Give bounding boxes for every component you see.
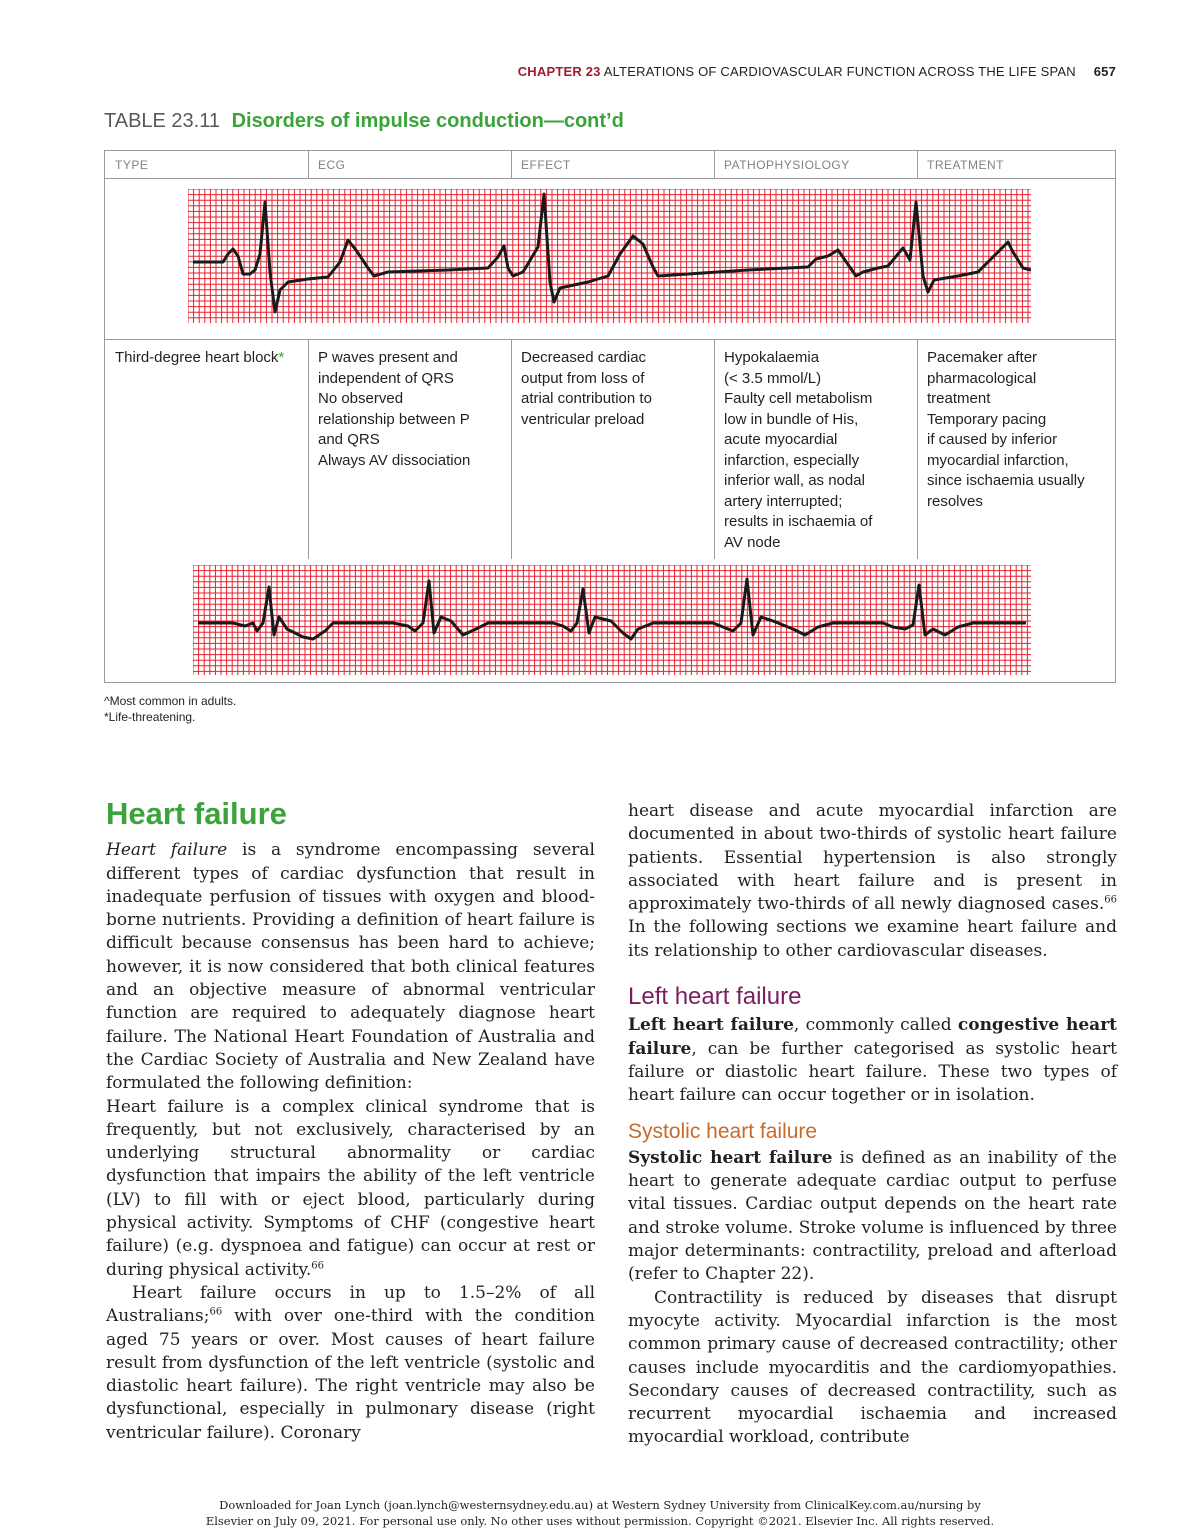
ecg-line: No observed [318,390,404,407]
contractility-paragraph: Contractility is reduced by diseases that disrupt myocyte activity. Myocardial infarction is the most common primary cause of decreased contractility; other causes include myocarditis and the cardiomyopathies. Secondary causes of decreased contractility, such as recurrent myocardial ischaemia and increased myocardial workload, contribute [628,1287,1117,1448]
ecg-strip-top [188,189,1031,323]
header-effect: EFFECT [521,158,571,172]
table-name: Disorders of impulse conduction—cont’d [231,110,624,132]
type-text: Third-degree heart block [115,349,279,366]
treatment-line: since ischaemia usually [927,472,1085,489]
effect-line: output from loss of [521,369,645,387]
text-column-right [628,800,1117,1450]
header-pathophysiology: PATHOPHYSIOLOGY [724,158,850,172]
left-term-2: congestive heart failure [628,1015,1118,1059]
prevalence-reference: 66 [209,1306,223,1318]
ecg-line: independent of QRS [318,369,454,387]
conduction-table [104,150,1116,683]
pathophysiology-line: artery interrupted; [724,492,843,510]
chapter-label: CHAPTER 23 [517,64,601,79]
header-ecg: ECG [318,158,346,172]
prevalence-text-a: Heart failure occurs in up to 1.5–2% of all Australians; [106,1282,595,1327]
footnote-life-threatening: *Life-threatening. [104,710,196,724]
life-threatening-marker: * [278,349,285,366]
treatment-line: Pacemaker after [927,349,1038,366]
pathophysiology-line: Hypokalaemia [724,349,820,366]
systolic-term: Systolic heart failure [628,1147,833,1168]
column-divider [511,151,512,178]
effect-line: ventricular preload [521,410,645,428]
cell-effect [511,348,714,430]
footer-line-1: Downloaded for Joan Lynch (joan.lynch@westernsydney.edu.au) at Western Sydney University from ClinicalKey.com.au/nursing by [219,1498,981,1512]
continuation-text-a: heart disease and acute myocardial infarction are documented in about two-thirds of systolic heart failure patients. Essential hypertension is also strongly associated with heart failure and is present in approximately two-thirds of all newly diagnosed cases. [628,801,1117,915]
treatment-line: myocardial infarction, [927,451,1069,469]
systolic-paragraph [628,1147,1117,1287]
quote-text: Heart failure is a complex clinical syndrome that is frequently, but not exclusively, characterised by an underlying structural abnormality or cardiac dysfunction that impairs the ability of the left ventricle (LV) to fill with or eject blood, particularly during physical activity. Symptoms of CHF (congestive heart failure) (e.g. dyspnoea and fatigue) can occur at rest or during physical activity. [106,1096,595,1280]
effect-line: Decreased cardiac [521,349,647,366]
left-text-rest: , can be further categorised as systolic heart failure or diastolic heart failure. These two types of heart failure can occur together or in isolation. [628,1038,1117,1106]
treatment-line: pharmacological [927,369,1037,387]
chapter-title: ALTERATIONS OF CARDIOVASCULAR FUNCTION ACROSS THE LIFE SPAN [603,64,1076,79]
running-head [518,64,1116,79]
cell-pathophysiology [714,348,917,553]
intro-term: Heart failure [106,840,228,861]
pathophysiology-line: infarction, especially [724,451,860,469]
continuation-text-b: In the following sections we examine heart failure and its relationship to other cardiovascular diseases. [628,917,1117,961]
section-heading-left-heart-failure: Left heart failure [628,983,802,1011]
treatment-line: Temporary pacing [927,410,1047,428]
left-heart-paragraph [628,1014,1117,1107]
effect-line: atrial contribution to [521,390,652,407]
left-term-1: Left heart failure [628,1015,794,1036]
row-divider [105,339,1115,340]
column-divider [308,151,309,178]
quote-reference: 66 [311,1259,325,1271]
table-title [104,110,624,133]
cell-type [105,348,308,369]
pathophysiology-line: Faulty cell metabolism [724,390,873,407]
footnote-most-common: ^Most common in adults. [104,694,237,708]
definition-quote [106,1096,595,1282]
footer-line-2: Elsevier on July 09, 2021. For personal use only. No other uses without permission. Copyright ©2021. Elsevier Inc. All rights reserved. [205,1514,995,1528]
intro-paragraph [106,839,595,1095]
ecg-line: relationship between P [318,410,470,428]
intro-text: is a syndrome encompassing several different types of cardiac dysfunction that result in inadequate perfusion of tissues with oxygen and blood-borne nutrients. Providing a definition of heart failure is difficult because consensus has been hard to achieve; however, it is now considered that both clinical features and an objective measure of abnormal ventricular function are required to adequately diagnose heart failure. The National Heart Foundation of Australia and the Cardiac Society of Australia and New Zealand have formulated the following definition: [106,840,595,1094]
pathophysiology-line: low in bundle of His, [724,410,859,428]
header-treatment: TREATMENT [927,158,1004,172]
page-number: 657 [1093,64,1116,79]
text-column-left [106,796,595,1445]
ecg-strip-bottom [193,565,1031,675]
section-heading-heart-failure: Heart failure [106,796,287,831]
left-text-mid: , commonly called [793,1015,958,1036]
pathophysiology-line: results in ischaemia of [724,513,873,530]
pathophysiology-line: inferior wall, as nodal [724,472,865,489]
continuation-reference: 66 [1104,894,1117,906]
pathophysiology-line: acute myocardial [724,431,838,448]
systolic-text: is defined as an inability of the heart to generate adequate cardiac output to perfuse vital tissues. Cardiac output depends on the heart rate and stroke volume. Stroke volume is influenced by three major determinants: contractility, preload and afterload (refer to Chapter 22). [628,1147,1117,1285]
ecg-line: Always AV dissociation [318,451,471,469]
table-header-row [105,151,1115,179]
pathophysiology-line: AV node [724,533,781,551]
cell-treatment [917,348,1117,512]
pathophysiology-line: (< 3.5 mmol/L) [724,369,822,387]
continuation-paragraph [628,800,1117,963]
column-divider [714,151,715,178]
table-number: TABLE 23.11 [104,110,220,132]
column-divider [917,151,918,178]
prevalence-paragraph [106,1282,595,1445]
treatment-line: treatment [927,390,991,407]
ecg-line: P waves present and [318,349,458,366]
header-type: TYPE [115,158,149,172]
prevalence-text-b: with over one-third with the condition aged 75 years or over. Most causes of heart failure result from dysfunction of the left ventricle (systolic and diastolic heart failure). The right ventricle may also be dysfunctional, especially in pulmonary disease (right ventricular failure). Coronary [106,1306,595,1443]
ecg-line: and QRS [318,431,380,448]
download-footer [0,1497,1200,1529]
section-heading-systolic-heart-failure: Systolic heart failure [628,1119,818,1143]
cell-ecg [308,348,511,471]
table-footnotes [104,693,236,725]
treatment-line: if caused by inferior [927,431,1058,448]
treatment-line: resolves [927,492,983,510]
